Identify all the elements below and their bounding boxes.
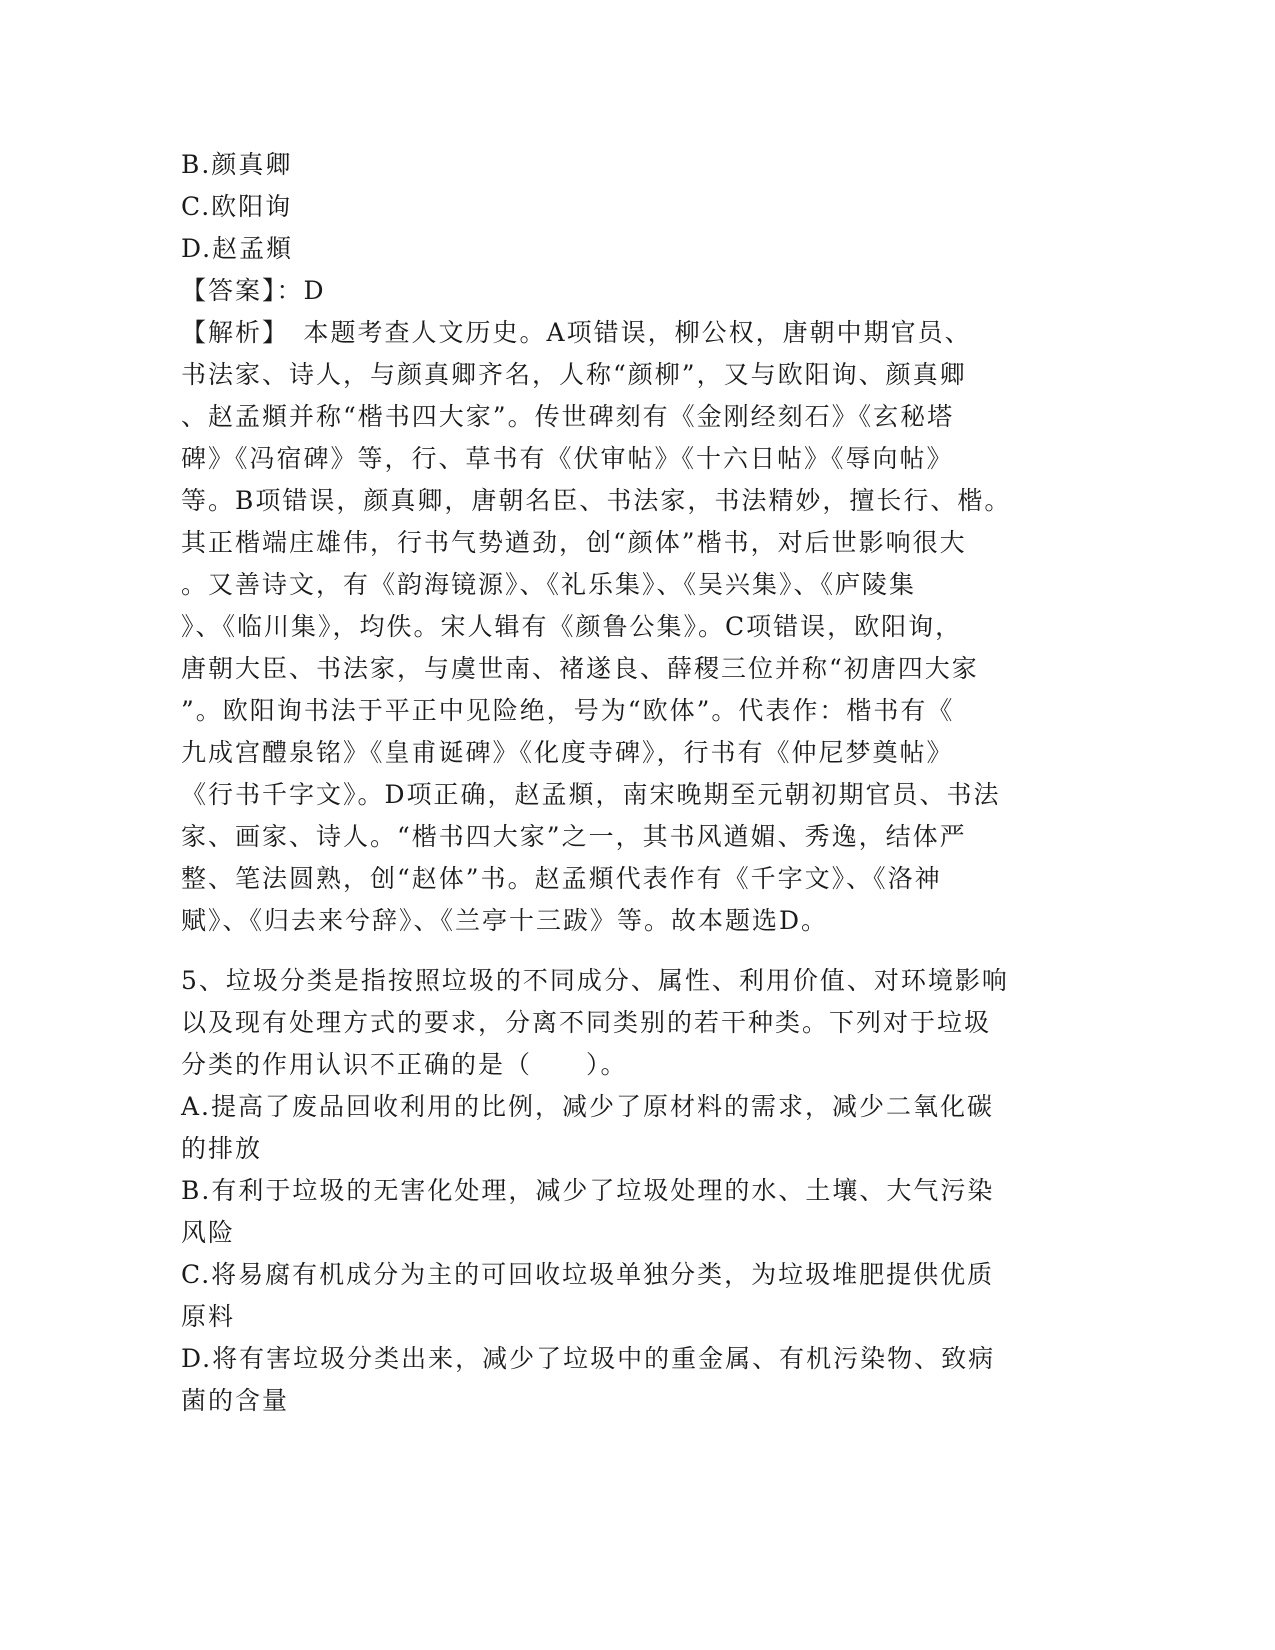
explanation-text: 本题考查人文历史。A项错误，柳公权，唐朝中期官员、 [276, 318, 972, 347]
question-5-option-b-cont: 风险 [181, 1218, 236, 1247]
explanation-line: 九成宫醴泉铭》《皇甫诞碑》《化度寺碑》，行书有《仲尼梦奠帖》 [181, 738, 954, 767]
explanation-line: 碑》《冯宿碑》等，行、草书有《伏审帖》《十六日帖》《辱向帖》 [181, 444, 954, 473]
question-5-option-d: D.将有害垃圾分类出来，减少了垃圾中的重金属、有机污染物、致病 [181, 1344, 996, 1373]
section-gap [181, 942, 1061, 960]
explanation-line: 等。B项错误，颜真卿，唐朝名臣、书法家，书法精妙，擅长行、楷。 [181, 486, 1012, 515]
explanation-line: 、赵孟頫并称“楷书四大家”。传世碑刻有《金刚经刻石》《玄秘塔 [181, 402, 955, 431]
explanation-line: 《行书千字文》。D项正确，赵孟頫，南宋晚期至元朝初期官员、书法 [181, 780, 1001, 809]
question-5-stem: 分类的作用认识不正确的是（ ）。 [181, 1050, 628, 1079]
question-5-option-c: C.将易腐有机成分为主的可回收垃圾单独分类，为垃圾堆肥提供优质 [181, 1260, 995, 1289]
explanation-line: 整、笔法圆熟，创“赵体”书。赵孟頫代表作有《千字文》、《洛神 [181, 864, 942, 893]
question-5-option-a: A.提高了废品回收利用的比例，减少了原材料的需求，减少二氧化碳 [181, 1092, 995, 1121]
question-5-option-c-cont: 原料 [181, 1302, 236, 1331]
option-d: D.赵孟頫 [181, 234, 294, 263]
option-b: B.颜真卿 [181, 150, 293, 179]
explanation-line: ”。欧阳询书法于平正中见险绝，号为“欧体”。代表作：楷书有《 [181, 696, 955, 725]
document-page [181, 144, 1061, 1422]
question-5-stem: 以及现有处理方式的要求，分离不同类别的若干种类。下列对于垃圾 [181, 1008, 992, 1037]
explanation-line [181, 312, 1061, 354]
explanation-line: 书法家、诗人，与颜真卿齐名，人称“颜柳”，又与欧阳询、颜真卿 [181, 360, 967, 389]
question-5-stem: 5、垃圾分类是指按照垃圾的不同成分、属性、利用价值、对环境影响 [181, 966, 1009, 995]
answer-line [181, 270, 1061, 312]
answer-value: D [303, 276, 326, 305]
option-c: C.欧阳询 [181, 192, 293, 221]
question-5-option-d-cont: 菌的含量 [181, 1386, 290, 1415]
explanation-line: 。又善诗文，有《韵海镜源》、《礼乐集》、《吴兴集》、《庐陵集 [181, 570, 917, 599]
question-5-option-a-cont: 的排放 [181, 1134, 263, 1163]
explanation-line: 》、《临川集》，均佚。宋人辑有《颜鲁公集》。C项错误，欧阳询， [181, 612, 963, 641]
explanation-line: 家、画家、诗人。“楷书四大家”之一，其书风遒媚、秀逸，结体严 [181, 822, 967, 851]
explanation-line: 赋》、《归去来兮辞》、《兰亭十三跋》等。故本题选D。 [181, 906, 829, 935]
answer-label: 【答案】 [181, 276, 277, 305]
explanation-label: 【解析】 [181, 318, 277, 347]
answer-separator: ： [276, 276, 304, 305]
question-5-option-b: B.有利于垃圾的无害化处理，减少了垃圾处理的水、土壤、大气污染 [181, 1176, 995, 1205]
explanation-line: 其正楷端庄雄伟，行书气势遒劲，创“颜体”楷书，对后世影响很大 [181, 528, 967, 557]
explanation-line: 唐朝大臣、书法家，与虞世南、褚遂良、薛稷三位并称“初唐四大家 [181, 654, 979, 683]
